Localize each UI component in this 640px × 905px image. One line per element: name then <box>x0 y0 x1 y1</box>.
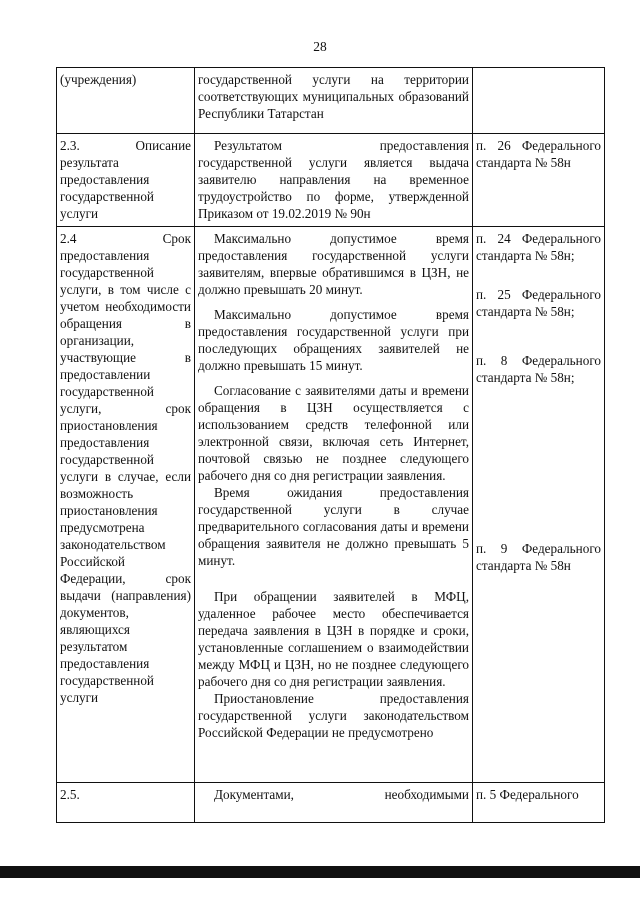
content-paragraph: Приостановление предоставления государственной услуги законодательством Российской Федерации не предусмотрено <box>198 691 469 740</box>
table-row <box>57 227 605 783</box>
section-title: 2.5. <box>60 787 80 802</box>
table-row <box>57 68 605 134</box>
table-cell-section <box>57 134 195 227</box>
reference-text: п. 26 Федерального стандарта № 58н <box>476 138 601 170</box>
reference-text: п. 9 Федерального стандарта № 58н <box>476 541 601 573</box>
table-cell-content <box>195 134 473 227</box>
table-cell-reference <box>473 783 605 823</box>
table-row <box>57 134 605 227</box>
scan-edge-bar <box>0 866 640 878</box>
content-paragraph: При обращении заявителей в МФЦ, удаленное рабочее место обеспечивается передача заявления в ЦЗН в порядке и сроки, установленные соглашением о взаимодействии между МФЦ и ЦЗН, но не позднее следующего рабочего дня со дня регистрации заявления. <box>198 589 469 689</box>
reference-text: п. 24 Федерального стандарта № 58н; <box>476 231 601 263</box>
table-cell-reference <box>473 227 605 783</box>
table-cell-reference <box>473 134 605 227</box>
content-paragraph: Максимально допустимое время предоставления государственной услуги при последующих обращениях заявителей не должно превышать 15 минут. <box>198 307 469 373</box>
table-cell-section <box>57 227 195 783</box>
table-cell-section <box>57 68 195 134</box>
table-cell-content <box>195 783 473 823</box>
section-title: (учреждения) <box>60 72 137 87</box>
table-cell-reference <box>473 68 605 134</box>
reference-text: п. 25 Федерального стандарта № 58н; <box>476 287 601 319</box>
table-cell-content <box>195 68 473 134</box>
table-cell-section <box>57 783 195 823</box>
content-paragraph: Результатом предоставления государственной услуги является выдача заявителю направления на временное трудоустройство по форме, утвержденной Приказом от 19.02.2019 № 90н <box>198 138 469 221</box>
regulation-table <box>56 67 605 823</box>
section-title: 2.3. Описание результата предоставления государственной услуги <box>60 138 191 221</box>
reference-text: п. 5 Федерального <box>476 787 579 802</box>
content-paragraph: Согласование с заявителями даты и времени обращения в ЦЗН осуществляется с использованием средств телефонной или электронной связи, включая сеть Интернет, почтовой связью не позднее следующего рабочего дня со дня регистрации заявления. <box>198 383 469 483</box>
content-paragraph: Время ожидания предоставления государственной услуги в случае предварительного согласования даты и времени обращения заявителя не должно превышать 5 минут. <box>198 485 469 568</box>
table-cell-content <box>195 227 473 783</box>
page-number: 28 <box>313 39 327 54</box>
table-row <box>57 783 605 823</box>
content-paragraph: государственной услуги на территории соответствующих муниципальных образований Республики Татарстан <box>198 72 469 121</box>
content-paragraph: Максимально допустимое время предоставления государственной услуги заявителям, впервые обратившимся в ЦЗН, не должно превышать 20 минут. <box>198 231 469 297</box>
content-paragraph: Документами, необходимыми <box>214 787 469 802</box>
reference-text: п. 8 Федерального стандарта № 58н; <box>476 353 601 385</box>
section-title: 2.4 Срок предоставления государственной услуги, в том числе с учетом необходимости обращения в организации, участвующие в предоставлении государственной услуги, срок приостановления предоставления государственной услуги в случае, если возможность приостановления предусмотрена законодательством Российской Федерации, срок выдачи (направления) документов, являющихся результатом предоставления государственной услуги <box>60 231 191 705</box>
